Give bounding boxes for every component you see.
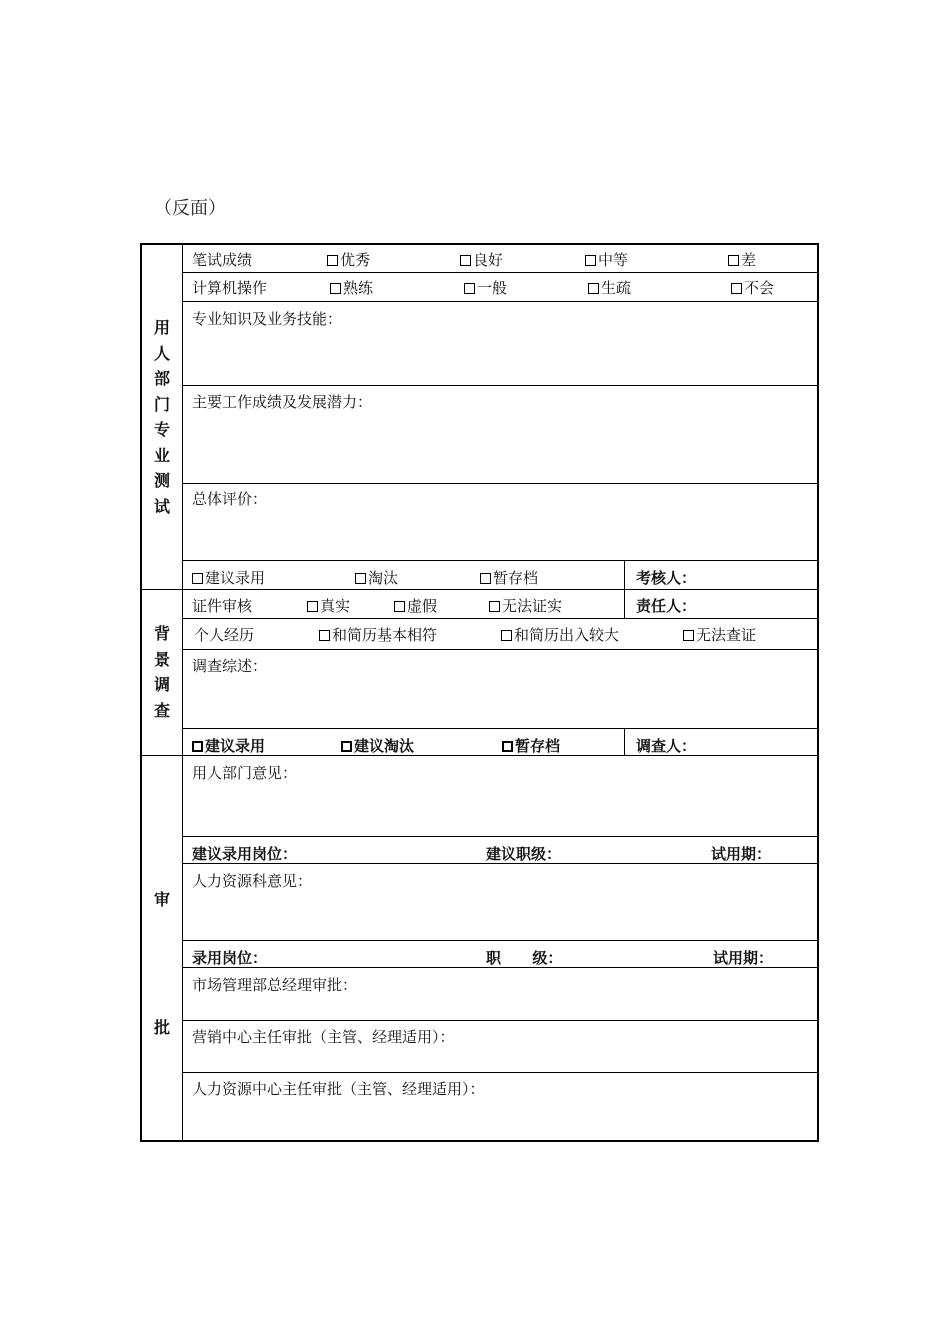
bg-recommend-hire-option[interactable]: 建议录用: [192, 737, 265, 755]
computer-skill-label: 计算机操作: [192, 279, 268, 297]
label-char: 业: [153, 445, 170, 465]
section-label-background-check: [142, 589, 182, 755]
suggested-grade-label: 建议职级：: [486, 845, 562, 863]
section-label-approval-2: [142, 1013, 182, 1043]
dept-recommend-reject-option[interactable]: 淘汰: [355, 569, 398, 587]
row-divider: [183, 728, 817, 729]
checkbox-icon: [394, 601, 405, 612]
section-label-dept-test: [142, 245, 182, 589]
row-divider: [183, 940, 817, 941]
row-divider: [183, 967, 817, 968]
checkbox-icon: [327, 255, 338, 266]
row-divider: [183, 618, 817, 619]
hr-director-approval-label: 人力资源中心主任审批（主管、经理适用）：: [192, 1080, 485, 1098]
computer-skill-option-rusty[interactable]: 生疏: [588, 279, 631, 297]
marketing-director-approval-label: 营销中心主任审批（主管、经理适用）：: [192, 1028, 455, 1046]
checkbox-icon: [489, 601, 500, 612]
label-char: 背: [153, 624, 170, 643]
row-divider: [183, 1020, 817, 1021]
written-score-option-excellent[interactable]: 优秀: [327, 251, 370, 269]
certificate-option-fake[interactable]: 虚假: [394, 597, 437, 615]
label-char: 专: [153, 420, 170, 439]
checkbox-icon: [585, 255, 596, 266]
hr-opinion-label: 人力资源科意见：: [192, 872, 313, 890]
dept-recommend-archive-option[interactable]: 暂存档: [480, 569, 538, 587]
section-divider: [142, 755, 817, 756]
row-divider: [183, 272, 817, 273]
checkbox-icon: [731, 283, 742, 294]
label-char: 试: [153, 496, 170, 516]
row-divider: [183, 836, 817, 837]
bg-recommend-archive-option[interactable]: 暂存档: [502, 737, 560, 755]
checkbox-icon: [683, 630, 694, 641]
row-divider: [183, 649, 817, 650]
professional-knowledge-label: 专业知识及业务技能：: [192, 310, 343, 328]
checkbox-icon: [355, 573, 366, 584]
row-divider: [183, 385, 817, 386]
label-char: 审: [153, 890, 170, 910]
history-option-consistent[interactable]: 和简历基本相符: [319, 626, 437, 644]
certificate-option-authentic[interactable]: 真实: [307, 597, 350, 615]
hired-position-label: 录用岗位：: [192, 949, 268, 967]
checkbox-icon: [464, 283, 475, 294]
history-option-discrepant[interactable]: 和简历出入较大: [501, 626, 619, 644]
certificate-option-unverifiable[interactable]: 无法证实: [489, 597, 562, 615]
label-char: 景: [153, 649, 170, 669]
row-divider: [183, 301, 817, 302]
market-gm-approval-label: 市场管理部总经理审批：: [192, 976, 358, 994]
cell-divider: [624, 560, 625, 618]
label-column-divider: [182, 245, 183, 1140]
label-char: 测: [153, 471, 170, 490]
checkbox-icon: [330, 283, 341, 294]
checkbox-icon: [460, 255, 471, 266]
page-heading: （反面）: [154, 198, 226, 219]
bg-recommend-reject-option[interactable]: 建议淘汰: [341, 737, 414, 755]
label-char: 用: [153, 318, 170, 337]
overall-evaluation-label: 总体评价：: [192, 490, 268, 508]
assessor-label: 考核人：: [636, 569, 697, 587]
computer-skill-option-proficient[interactable]: 熟练: [330, 279, 373, 297]
checkbox-icon: [501, 630, 512, 641]
checkbox-icon: [319, 630, 330, 641]
section-label-approval-1: [142, 885, 182, 915]
label-char: 查: [153, 700, 170, 720]
grade-label: 职 级：: [486, 949, 563, 967]
row-divider: [183, 1072, 817, 1073]
checkbox-icon: [192, 573, 203, 584]
computer-skill-option-none[interactable]: 不会: [731, 279, 774, 297]
suggested-position-label: 建议录用岗位：: [192, 845, 298, 863]
label-char: 批: [153, 1018, 170, 1038]
investigator-label: 调查人：: [636, 737, 697, 755]
responsible-person-label: 责任人：: [636, 597, 697, 615]
row-divider: [183, 863, 817, 864]
checkbox-icon: [588, 283, 599, 294]
computer-skill-option-fair[interactable]: 一般: [464, 279, 507, 297]
dept-recommend-hire-option[interactable]: 建议录用: [192, 569, 265, 587]
history-option-unverifiable[interactable]: 无法查证: [683, 626, 756, 644]
cell-divider: [624, 728, 625, 755]
written-score-option-average[interactable]: 中等: [585, 251, 628, 269]
label-char: 部: [153, 369, 170, 388]
checkbox-icon: [502, 741, 513, 752]
dept-opinion-label: 用人部门意见：: [192, 764, 298, 782]
investigation-summary-label: 调查综述：: [192, 657, 268, 675]
checkbox-icon: [307, 601, 318, 612]
probation-label-1: 试用期：: [711, 845, 772, 863]
checkbox-icon: [728, 255, 739, 266]
label-char: 调: [153, 675, 170, 694]
row-divider: [183, 560, 817, 561]
interview-evaluation-form: [140, 243, 819, 1142]
probation-label-2: 试用期：: [713, 949, 774, 967]
personal-history-label: 个人经历: [194, 626, 255, 644]
row-divider: [183, 483, 817, 484]
section-divider: [142, 589, 817, 590]
written-score-option-good[interactable]: 良好: [460, 251, 503, 269]
checkbox-icon: [192, 741, 203, 752]
checkbox-icon: [480, 573, 491, 584]
written-score-label: 笔试成绩: [192, 251, 253, 269]
label-char: 人: [153, 343, 170, 363]
written-score-option-poor[interactable]: 差: [728, 251, 756, 269]
certificate-review-label: 证件审核: [192, 597, 253, 615]
work-achievements-label: 主要工作成绩及发展潜力：: [192, 393, 373, 411]
label-char: 门: [153, 394, 170, 414]
checkbox-icon: [341, 741, 352, 752]
